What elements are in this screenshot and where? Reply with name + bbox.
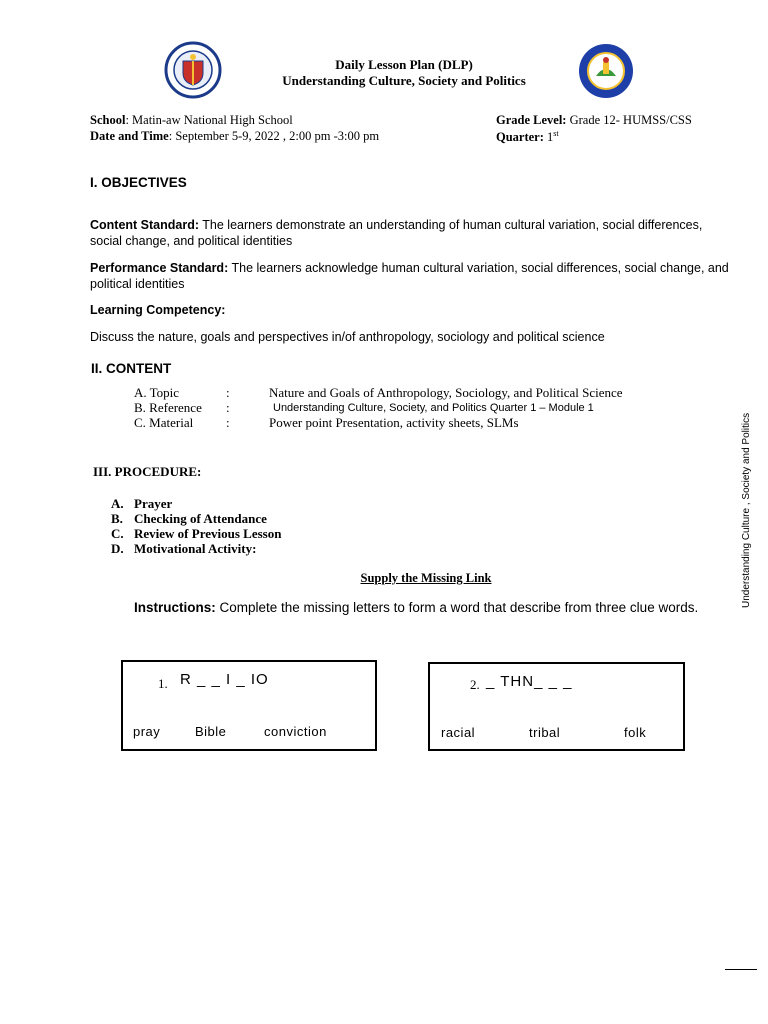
performance-standard-text: The learners acknowledge human cultural variation, social differences, social change, and political identities	[90, 261, 729, 291]
box-number: 2.	[470, 677, 480, 692]
missing-link-box-1	[121, 660, 377, 751]
list-letter: C.	[111, 526, 124, 541]
date-label: Date and Time	[90, 129, 169, 143]
list-letter: A.	[111, 496, 124, 511]
procedure-list	[111, 496, 281, 556]
list-text: Review of Previous Lesson	[134, 526, 282, 541]
side-header	[733, 412, 755, 608]
deped-seal-logo	[158, 41, 228, 99]
quarter-label: Quarter:	[496, 130, 544, 145]
list-letter: D.	[111, 541, 124, 556]
content-row-value: Nature and Goals of Anthropology, Sociology, and Political Science	[269, 385, 623, 400]
missing-link-box-2	[428, 662, 685, 751]
content-row-value: Power point Presentation, activity sheets, SLMs	[269, 415, 519, 430]
learning-competency-text: Discuss the nature, goals and perspectives in/of anthropology, sociology and political science	[90, 330, 605, 344]
date-value: : September 5-9, 2022 , 2:00 pm -3:00 pm	[168, 129, 380, 143]
instructions-text: Complete the missing letters to form a word that describe from three clue words.	[215, 600, 699, 615]
content-row-value: Understanding Culture, Society, and Politics Quarter 1 – Module 1	[273, 402, 594, 414]
box-number: 1.	[158, 676, 168, 691]
school-value: : Matin-aw National High School	[125, 113, 293, 127]
content-row-sep: :	[226, 400, 230, 415]
list-text: Prayer	[134, 496, 173, 511]
content-row-sep: :	[226, 385, 230, 400]
grade-label: Grade Level:	[496, 113, 567, 127]
quarter-superscript: st	[553, 129, 559, 138]
learning-competency-label-text: Learning Competency:	[90, 303, 226, 317]
objectives-heading: I. OBJECTIVES	[90, 175, 187, 190]
quarter-info	[496, 129, 559, 145]
list-item	[111, 511, 281, 526]
page-title: Daily Lesson Plan (DLP)	[335, 57, 473, 72]
content-heading: II. CONTENT	[91, 361, 172, 376]
clue-word: folk	[624, 725, 647, 740]
list-item	[111, 496, 281, 511]
content-row-label: B. Reference	[134, 400, 202, 415]
list-text: Motivational Activity:	[134, 541, 257, 556]
clue-word: Bible	[195, 724, 227, 739]
content-row-reference	[134, 400, 202, 416]
grade-info	[496, 113, 692, 128]
content-standard	[90, 217, 730, 249]
list-letter: B.	[111, 511, 123, 526]
list-text: Checking of Attendance	[134, 511, 267, 526]
learning-competency-label	[90, 302, 225, 318]
school-label: School	[90, 113, 126, 127]
grade-value: Grade 12- HUMSS/CSS	[566, 113, 692, 127]
side-header-text: Understanding Culture , Society and Politics	[741, 412, 752, 608]
content-standard-label: Content Standard:	[90, 218, 200, 232]
content-row-topic	[134, 385, 179, 401]
missing-word: R _ _ I _ IO	[180, 671, 269, 688]
content-row-label: C. Material	[134, 415, 194, 430]
procedure-heading: III. PROCEDURE:	[93, 464, 202, 479]
content-row-sep: :	[226, 415, 230, 430]
activity-instructions	[134, 600, 724, 615]
clue-word: tribal	[529, 725, 561, 740]
content-row-label: A. Topic	[134, 385, 180, 400]
list-item	[111, 526, 281, 541]
performance-standard-label: Performance Standard:	[90, 261, 229, 275]
activity-title: Supply the Missing Link	[360, 571, 492, 585]
school-seal-logo	[572, 42, 640, 100]
clue-word: pray	[133, 724, 161, 739]
footer-divider	[725, 969, 757, 970]
content-row-material	[134, 415, 193, 431]
list-item	[111, 541, 281, 556]
clue-word: conviction	[264, 724, 327, 739]
date-info	[90, 129, 379, 144]
performance-standard	[90, 260, 730, 292]
instructions-label: Instructions:	[134, 600, 216, 615]
clue-word: racial	[441, 725, 476, 740]
content-standard-text: The learners demonstrate an understanding of human cultural variation, social differences, social change, and political identities	[90, 218, 703, 248]
quarter-value: 1	[543, 130, 554, 145]
page-subtitle: Understanding Culture, Society and Politics	[282, 73, 526, 88]
school-info	[90, 113, 293, 128]
missing-word: _ THN_ _ _	[486, 673, 573, 690]
